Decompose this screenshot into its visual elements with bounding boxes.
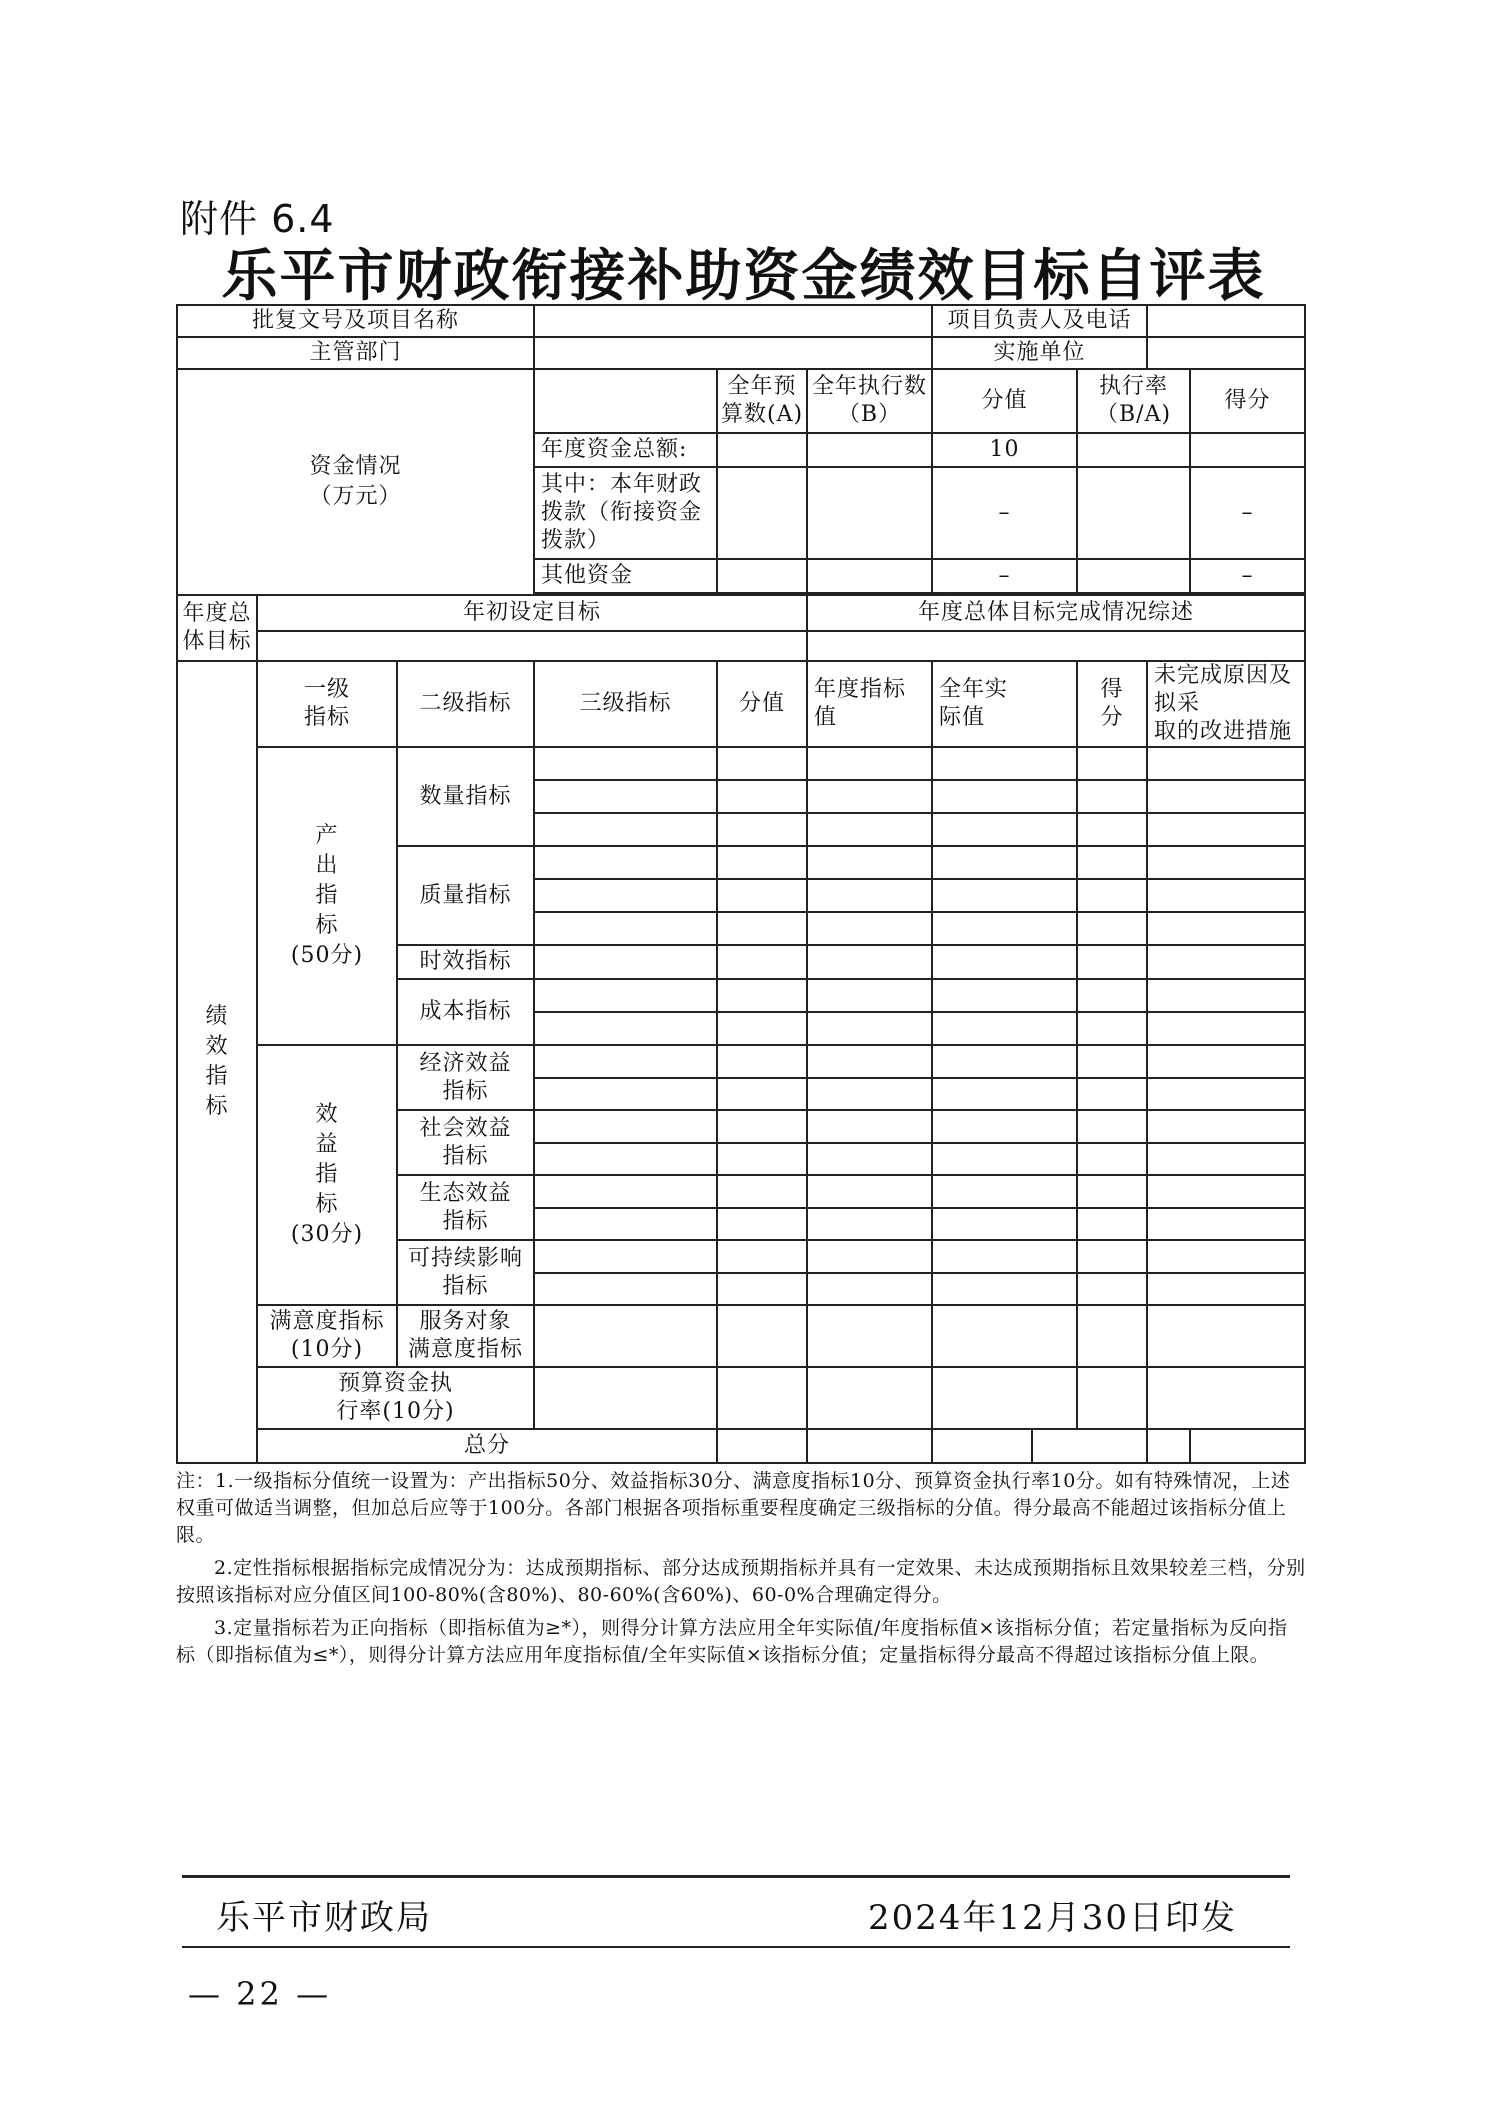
table-cell[interactable] <box>1147 813 1305 846</box>
table-cell[interactable] <box>932 912 1077 945</box>
total-rate-cell[interactable] <box>1077 433 1190 467</box>
table-cell[interactable] <box>807 813 932 846</box>
table-cell[interactable] <box>932 1208 1077 1240</box>
h-level1: 一级 指标 <box>257 661 397 747</box>
table-cell[interactable] <box>1077 1208 1147 1240</box>
table-cell[interactable] <box>534 1143 717 1175</box>
table-cell[interactable] <box>1147 1078 1305 1110</box>
table-cell[interactable] <box>807 1012 932 1045</box>
initial-target-label: 年初设定目标 <box>257 595 807 631</box>
table-cell[interactable] <box>807 846 932 879</box>
other-dash: – <box>932 559 1077 593</box>
table-cell[interactable] <box>1147 1305 1305 1367</box>
issuer: 乐平市财政局 <box>216 1898 432 1938</box>
table-cell[interactable] <box>534 747 717 780</box>
table-cell[interactable] <box>534 1078 717 1110</box>
fiscal-budget-cell[interactable] <box>717 467 807 559</box>
table-cell[interactable] <box>534 1273 717 1305</box>
fiscal-dash: – <box>932 467 1077 559</box>
table-cell[interactable] <box>807 747 932 780</box>
timeliness-label: 时效指标 <box>397 945 534 979</box>
social-label: 社会效益 指标 <box>397 1110 534 1175</box>
dept-label: 主管部门 <box>177 337 534 369</box>
economic-label: 经济效益 指标 <box>397 1045 534 1110</box>
table-cell[interactable] <box>932 979 1077 1012</box>
table-cell[interactable] <box>717 780 807 813</box>
table-cell[interactable] <box>717 1175 807 1208</box>
table-cell[interactable] <box>1077 912 1147 945</box>
impl-unit-label: 实施单位 <box>932 337 1147 369</box>
table-cell[interactable] <box>1077 747 1147 780</box>
table-cell[interactable] <box>807 1429 932 1463</box>
table-cell[interactable] <box>534 1240 717 1273</box>
service-satisfaction-label: 服务对象 满意度指标 <box>397 1305 534 1367</box>
table-cell[interactable] <box>807 1110 932 1143</box>
table-cell[interactable] <box>932 1143 1077 1175</box>
page-title: 乐平市财政衔接补助资金绩效目标自评表 <box>221 244 1266 309</box>
funds-label: 资金情况 （万元） <box>177 369 534 595</box>
col-exec: 全年执行数 （B） <box>807 369 932 433</box>
benefit-label: 效 益 指 标 (30分) <box>257 1045 397 1305</box>
table-cell[interactable] <box>1077 813 1147 846</box>
table-cell[interactable] <box>932 1012 1077 1045</box>
table-cell[interactable] <box>534 1045 717 1078</box>
attachment-label: 附件 6.4 <box>180 197 335 241</box>
table-cell[interactable] <box>1147 879 1305 912</box>
table-cell[interactable] <box>932 813 1077 846</box>
table-cell[interactable] <box>1077 1012 1147 1045</box>
h-actual: 全年实 际值 <box>932 661 1077 747</box>
budget-exec-label: 预算资金执 行率(10分) <box>257 1367 534 1429</box>
table-cell[interactable] <box>1032 1429 1147 1463</box>
dept-cell[interactable] <box>534 337 932 369</box>
total-exec-cell[interactable] <box>807 433 932 467</box>
row-other: 其他资金 <box>534 559 717 593</box>
col-exec-rate: 执行率 （B/A) <box>1077 369 1190 433</box>
table-cell[interactable] <box>717 979 807 1012</box>
table-cell[interactable] <box>534 945 717 979</box>
project-lead-label: 项目负责人及电话 <box>932 305 1147 337</box>
table-cell[interactable] <box>717 747 807 780</box>
completion-summary-label: 年度总体目标完成情况综述 <box>807 595 1305 631</box>
table-cell[interactable] <box>717 1143 807 1175</box>
table-cell[interactable] <box>534 1012 717 1045</box>
table-cell[interactable] <box>932 1305 1077 1367</box>
table-cell[interactable] <box>534 813 717 846</box>
table-cell[interactable] <box>1077 1273 1147 1305</box>
table-cell[interactable] <box>717 1045 807 1078</box>
ecological-label: 生态效益 指标 <box>397 1175 534 1240</box>
table-cell[interactable] <box>534 1175 717 1208</box>
table-cell[interactable] <box>807 1240 932 1273</box>
table-cell[interactable] <box>807 1078 932 1110</box>
h-score-value: 分值 <box>717 661 807 747</box>
table-cell[interactable] <box>807 780 932 813</box>
other-exec-cell[interactable] <box>807 559 932 593</box>
table-cell[interactable] <box>1077 945 1147 979</box>
table-cell[interactable] <box>534 879 717 912</box>
table-cell[interactable] <box>932 1240 1077 1273</box>
table-cell[interactable] <box>1147 780 1305 813</box>
table-cell[interactable] <box>1077 1045 1147 1078</box>
quantity-label: 数量指标 <box>397 747 534 846</box>
table-cell[interactable] <box>534 1305 717 1367</box>
table-cell[interactable] <box>807 1367 932 1429</box>
impl-unit-cell[interactable] <box>1147 337 1305 369</box>
page-number: — 22 — <box>188 1975 332 2013</box>
table-cell[interactable] <box>932 1078 1077 1110</box>
footer-rule-bottom <box>182 1946 1290 1948</box>
sustainable-label: 可持续影响 指标 <box>397 1240 534 1305</box>
project-lead-cell[interactable] <box>1147 305 1305 337</box>
table-cell[interactable] <box>1147 1045 1305 1078</box>
table-cell[interactable] <box>1077 1240 1147 1273</box>
table-cell[interactable] <box>932 1429 1032 1463</box>
cost-label: 成本指标 <box>397 979 534 1045</box>
table-cell[interactable] <box>1147 945 1305 979</box>
output-label: 产 出 指 标 (50分) <box>257 747 397 1045</box>
table-cell[interactable] <box>1077 979 1147 1012</box>
table-cell[interactable] <box>717 1012 807 1045</box>
table-cell[interactable] <box>534 979 717 1012</box>
table-cell[interactable] <box>717 1273 807 1305</box>
table-cell[interactable] <box>534 1208 717 1240</box>
print-date: 2024年12月30日印发 <box>867 1898 1237 1938</box>
total-budget-cell[interactable] <box>717 433 807 467</box>
initial-target-cell[interactable] <box>257 631 807 661</box>
table-cell[interactable] <box>717 912 807 945</box>
table-cell[interactable] <box>1077 1305 1147 1367</box>
h-level3: 三级指标 <box>534 661 717 747</box>
table-cell[interactable] <box>807 979 932 1012</box>
table-cell[interactable] <box>807 1273 932 1305</box>
table-cell[interactable] <box>717 1367 807 1429</box>
table-cell[interactable] <box>717 1429 807 1463</box>
table-cell[interactable] <box>534 912 717 945</box>
table-cell[interactable] <box>717 1078 807 1110</box>
table-cell[interactable] <box>1147 1143 1305 1175</box>
table-cell[interactable] <box>1077 1143 1147 1175</box>
table-cell[interactable] <box>717 1305 807 1367</box>
table-cell[interactable] <box>1077 1175 1147 1208</box>
h-reason: 未完成原因及拟采 取的改进措施 <box>1147 661 1305 747</box>
table-cell[interactable] <box>717 879 807 912</box>
table-cell[interactable] <box>807 879 932 912</box>
approval-doc-cell[interactable] <box>534 305 932 337</box>
table-cell[interactable] <box>1147 1208 1305 1240</box>
fiscal-exec-cell[interactable] <box>807 467 932 559</box>
table-cell[interactable] <box>1077 879 1147 912</box>
table-cell[interactable] <box>932 846 1077 879</box>
table-cell[interactable] <box>1077 1078 1147 1110</box>
table-cell[interactable] <box>932 1273 1077 1305</box>
table-cell[interactable] <box>807 1143 932 1175</box>
table-cell[interactable] <box>1077 780 1147 813</box>
row-total-funds: 年度资金总额: <box>534 433 717 467</box>
table-cell[interactable] <box>534 1110 717 1143</box>
table-cell[interactable] <box>1147 1367 1305 1429</box>
table-cell[interactable] <box>534 846 717 879</box>
table-cell[interactable] <box>717 1110 807 1143</box>
table-cell[interactable] <box>1147 979 1305 1012</box>
quality-label: 质量指标 <box>397 846 534 945</box>
table-cell[interactable] <box>807 912 932 945</box>
approval-doc-label: 批复文号及项目名称 <box>177 305 534 337</box>
funds-blank-header <box>534 369 717 433</box>
table-cell[interactable] <box>1077 1367 1147 1429</box>
table-cell[interactable] <box>807 945 932 979</box>
annual-goal-label: 年度总 体目标 <box>177 595 257 661</box>
table-cell[interactable] <box>807 1208 932 1240</box>
total-score-value: 10 <box>932 433 1077 467</box>
table-cell[interactable] <box>932 1367 1077 1429</box>
table-cell[interactable] <box>807 1045 932 1078</box>
table-cell[interactable] <box>534 1367 717 1429</box>
notes <box>176 1468 1306 1675</box>
table-cell[interactable] <box>807 1175 932 1208</box>
note-1: 注：1.一级指标分值统一设置为：产出指标50分、效益指标30分、满意度指标10分、预算资金执行率10分。如有特殊情况，上述权重可做适当调整，但加总后应等于100分。各部门根据各项指标重要程度确定三级指标的分值。得分最高不能超过该指标分值上限。 <box>176 1470 1291 1546</box>
table-cell[interactable] <box>932 1110 1077 1143</box>
table-cell[interactable] <box>534 780 717 813</box>
h-score: 得 分 <box>1077 661 1147 747</box>
table-cell[interactable] <box>932 1045 1077 1078</box>
table-cell[interactable] <box>1147 747 1305 780</box>
other-score-dash: – <box>1190 559 1305 593</box>
table-cell[interactable] <box>932 945 1077 979</box>
table-cell[interactable] <box>1077 1110 1147 1143</box>
other-rate-cell[interactable] <box>1077 559 1190 593</box>
row-fiscal: 其中：本年财政 拨款（衔接资金 拨款） <box>534 467 717 559</box>
fiscal-score-dash: – <box>1190 467 1305 559</box>
note-3: 3.定量指标若为正向指标（即指标值为≥*），则得分计算方法应用全年实际值/年度指标值×该指标分值；若定量指标为反向指标（即指标值为≤*），则得分计算方法应用年度指标值/全年实际值×该指标分值；定量指标得分最高不得超过该指标分值上限。 <box>176 1617 1288 1666</box>
table-cell[interactable] <box>1147 1110 1305 1143</box>
h-annual-target: 年度指标 值 <box>807 661 932 747</box>
table-cell[interactable] <box>717 945 807 979</box>
perf-label: 绩 效 指 标 <box>177 661 257 1463</box>
other-budget-cell[interactable] <box>717 559 807 593</box>
table-cell[interactable] <box>1147 912 1305 945</box>
table-cell[interactable] <box>717 1208 807 1240</box>
table-cell[interactable] <box>1190 1429 1305 1463</box>
table-cell[interactable] <box>1077 846 1147 879</box>
table-cell[interactable] <box>932 1175 1077 1208</box>
table-cell[interactable] <box>1147 1012 1305 1045</box>
fiscal-rate-cell[interactable] <box>1077 467 1190 559</box>
table-cell[interactable] <box>1147 1273 1305 1305</box>
table-cell[interactable] <box>1147 846 1305 879</box>
table-cell[interactable] <box>932 747 1077 780</box>
footer-rule-top <box>182 1875 1290 1878</box>
note-2: 2.定性指标根据指标完成情况分为：达成预期指标、部分达成预期指标并具有一定效果、未达成预期指标且效果较差三档，分别按照该指标对应分值区间100-80%(含80%)、80-60%(含60%)、60-0%合理确定得分。 <box>176 1557 1306 1606</box>
h-level2: 二级指标 <box>397 661 534 747</box>
table-cell[interactable] <box>717 846 807 879</box>
total-label: 总分 <box>257 1429 717 1463</box>
table-cell[interactable] <box>932 780 1077 813</box>
table-cell[interactable] <box>717 813 807 846</box>
evaluation-table <box>176 304 1304 1464</box>
col-score-value: 分值 <box>932 369 1077 433</box>
table-cell[interactable] <box>807 1305 932 1367</box>
table-cell[interactable] <box>1147 1240 1305 1273</box>
col-budget: 全年预 算数(A) <box>717 369 807 433</box>
satisfaction-label: 满意度指标 (10分) <box>257 1305 397 1367</box>
table-cell[interactable] <box>1147 1429 1190 1463</box>
table-cell[interactable] <box>932 879 1077 912</box>
total-score-cell[interactable] <box>1190 433 1305 467</box>
col-score: 得分 <box>1190 369 1305 433</box>
table-cell[interactable] <box>1147 1175 1305 1208</box>
table-cell[interactable] <box>717 1240 807 1273</box>
completion-summary-cell[interactable] <box>807 631 1305 661</box>
